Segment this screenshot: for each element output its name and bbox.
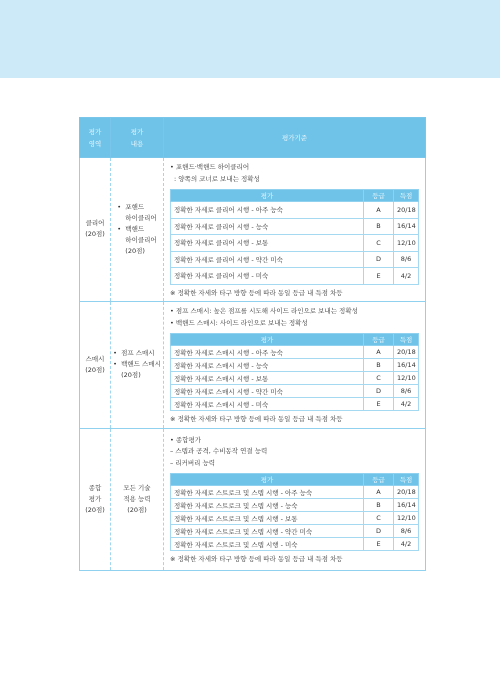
grade: A (364, 486, 394, 499)
desc-line: : 양쪽의 코너로 보내는 정확성 (174, 174, 260, 183)
desc-line: • 종합평가 (170, 435, 202, 444)
criteria: 정확한 자세로 클리어 시행 - 보통 (171, 235, 364, 252)
score: 4/2 (394, 538, 419, 551)
table-row (171, 251, 419, 268)
criteria: 정확한 자세로 스트로크 및 스텝 시행 - 능숙 (171, 499, 364, 512)
table-row (171, 268, 419, 285)
table-row (171, 346, 419, 359)
desc-line: • 점프 스매시: 높은 점프를 시도해 사이드 라인으로 보내는 정확성 (170, 307, 358, 315)
score: 4/2 (394, 268, 419, 285)
area-cell: 종합 평가 (20점) (80, 428, 111, 570)
content-item: • 백핸드 하이클리어 (20점) (117, 224, 156, 257)
desc-line: • 백핸드 스매시: 사이드 라인으로 보내는 정확성 (170, 318, 308, 327)
grade: A (364, 346, 394, 359)
table-row (171, 486, 419, 499)
section-smash (80, 301, 426, 428)
desc-line: – 리커버리 능력 (170, 458, 216, 467)
section-clear (80, 158, 426, 302)
grade: D (364, 385, 394, 398)
score: 12/10 (394, 235, 419, 252)
table-row (171, 359, 419, 372)
header-area: 평가 영역 (80, 118, 111, 158)
section-overall (80, 428, 426, 570)
criteria: 정확한 자세로 스매시 시행 - 약간 미숙 (171, 385, 364, 398)
criteria: 정확한 자세로 클리어 시행 - 아주 능숙 (171, 202, 364, 219)
evaluation-table (79, 117, 426, 571)
table-row (171, 218, 419, 235)
score: 20/18 (394, 486, 419, 499)
criteria: 정확한 자세로 스매시 시행 - 아주 능숙 (171, 346, 364, 359)
table-row (171, 512, 419, 525)
criteria: 정확한 자세로 스매시 시행 - 보통 (171, 372, 364, 385)
grade: B (364, 359, 394, 372)
score: 12/10 (394, 512, 419, 525)
content-item: • 점프 스매시 (113, 348, 161, 359)
grade: C (364, 372, 394, 385)
grade: A (364, 202, 394, 219)
table-header-row (80, 118, 426, 158)
grade-table-header-score: 득점 (394, 474, 419, 486)
header-content: 평가 내용 (111, 118, 164, 158)
grade-table-header-score: 득점 (394, 334, 419, 346)
criteria: 정확한 자세로 클리어 시행 - 약간 미숙 (171, 251, 364, 268)
score: 4/2 (394, 398, 419, 411)
score: 16/14 (394, 499, 419, 512)
grade: C (364, 235, 394, 252)
grade: E (364, 398, 394, 411)
desc-line: – 스텝과 공격, 수비동작 연결 능력 (170, 447, 268, 456)
criteria: 정확한 자세로 스트로크 및 스텝 시행 - 미숙 (171, 538, 364, 551)
grade-table-header-criteria: 평가 (171, 474, 364, 486)
score: 16/14 (394, 359, 419, 372)
score: 8/6 (394, 525, 419, 538)
table-row (171, 235, 419, 252)
content-cell: 모든 기술 적용 능력 (20점) (111, 428, 164, 570)
criteria: 정확한 자세로 클리어 시행 - 능숙 (171, 218, 364, 235)
area-cell: 클리어 (20점) (80, 158, 111, 302)
table-row (171, 538, 419, 551)
grade: E (364, 268, 394, 285)
top-banner (0, 0, 500, 78)
score: 12/10 (394, 372, 419, 385)
desc-line: • 포핸드·백핸드 하이클리어 (170, 163, 250, 171)
grade-table (170, 333, 419, 411)
note: ※ 정확한 자세와 타구 방향 등에 따라 동일 등급 내 득점 차등 (170, 555, 343, 564)
note: ※ 정확한 자세와 타구 방향 등에 따라 동일 등급 내 득점 차등 (170, 415, 343, 423)
grade-table (170, 189, 419, 285)
table-row (171, 499, 419, 512)
score: 8/6 (394, 385, 419, 398)
criteria: 정확한 자세로 클리어 시행 - 미숙 (171, 268, 364, 285)
criteria: 정확한 자세로 스트로크 및 스텝 시행 - 보통 (171, 512, 364, 525)
header-criteria: 평가기준 (164, 118, 426, 158)
criteria-cell (164, 158, 426, 302)
grade-table-header-grade: 등급 (364, 474, 394, 486)
content-item: • 포핸드 하이클리어 (117, 202, 156, 224)
content-cell (111, 301, 164, 428)
content-item: • 백핸드 스매시 (20점) (113, 359, 161, 381)
criteria-cell (164, 301, 426, 428)
content-cell (111, 158, 164, 302)
grade: C (364, 512, 394, 525)
score: 20/18 (394, 346, 419, 359)
criteria: 정확한 자세로 스트로크 및 스텝 시행 - 아주 능숙 (171, 486, 364, 499)
grade-table-header-criteria: 평가 (171, 334, 364, 346)
criteria-cell (164, 428, 426, 570)
grade: B (364, 499, 394, 512)
grade-table-header-criteria: 평가 (171, 190, 364, 202)
criteria: 정확한 자세로 스트로크 및 스텝 시행 - 약간 미숙 (171, 525, 364, 538)
grade: B (364, 218, 394, 235)
score: 8/6 (394, 251, 419, 268)
grade: D (364, 251, 394, 268)
score: 16/14 (394, 218, 419, 235)
grade-table (170, 473, 419, 551)
grade: D (364, 525, 394, 538)
score: 20/18 (394, 202, 419, 219)
grade: E (364, 538, 394, 551)
note: ※ 정확한 자세와 타구 방향 등에 따라 동일 등급 내 득점 차등 (170, 288, 343, 297)
table-row (171, 202, 419, 219)
criteria: 정확한 자세로 스매시 시행 - 미숙 (171, 398, 364, 411)
table-row (171, 525, 419, 538)
grade-table-header-grade: 등급 (364, 334, 394, 346)
table-row (171, 385, 419, 398)
area-cell: 스매시 (20점) (80, 301, 111, 428)
table-row (171, 372, 419, 385)
grade-table-header-grade: 등급 (364, 190, 394, 202)
table-row (171, 398, 419, 411)
criteria: 정확한 자세로 스매시 시행 - 능숙 (171, 359, 364, 372)
grade-table-header-score: 득점 (394, 190, 419, 202)
